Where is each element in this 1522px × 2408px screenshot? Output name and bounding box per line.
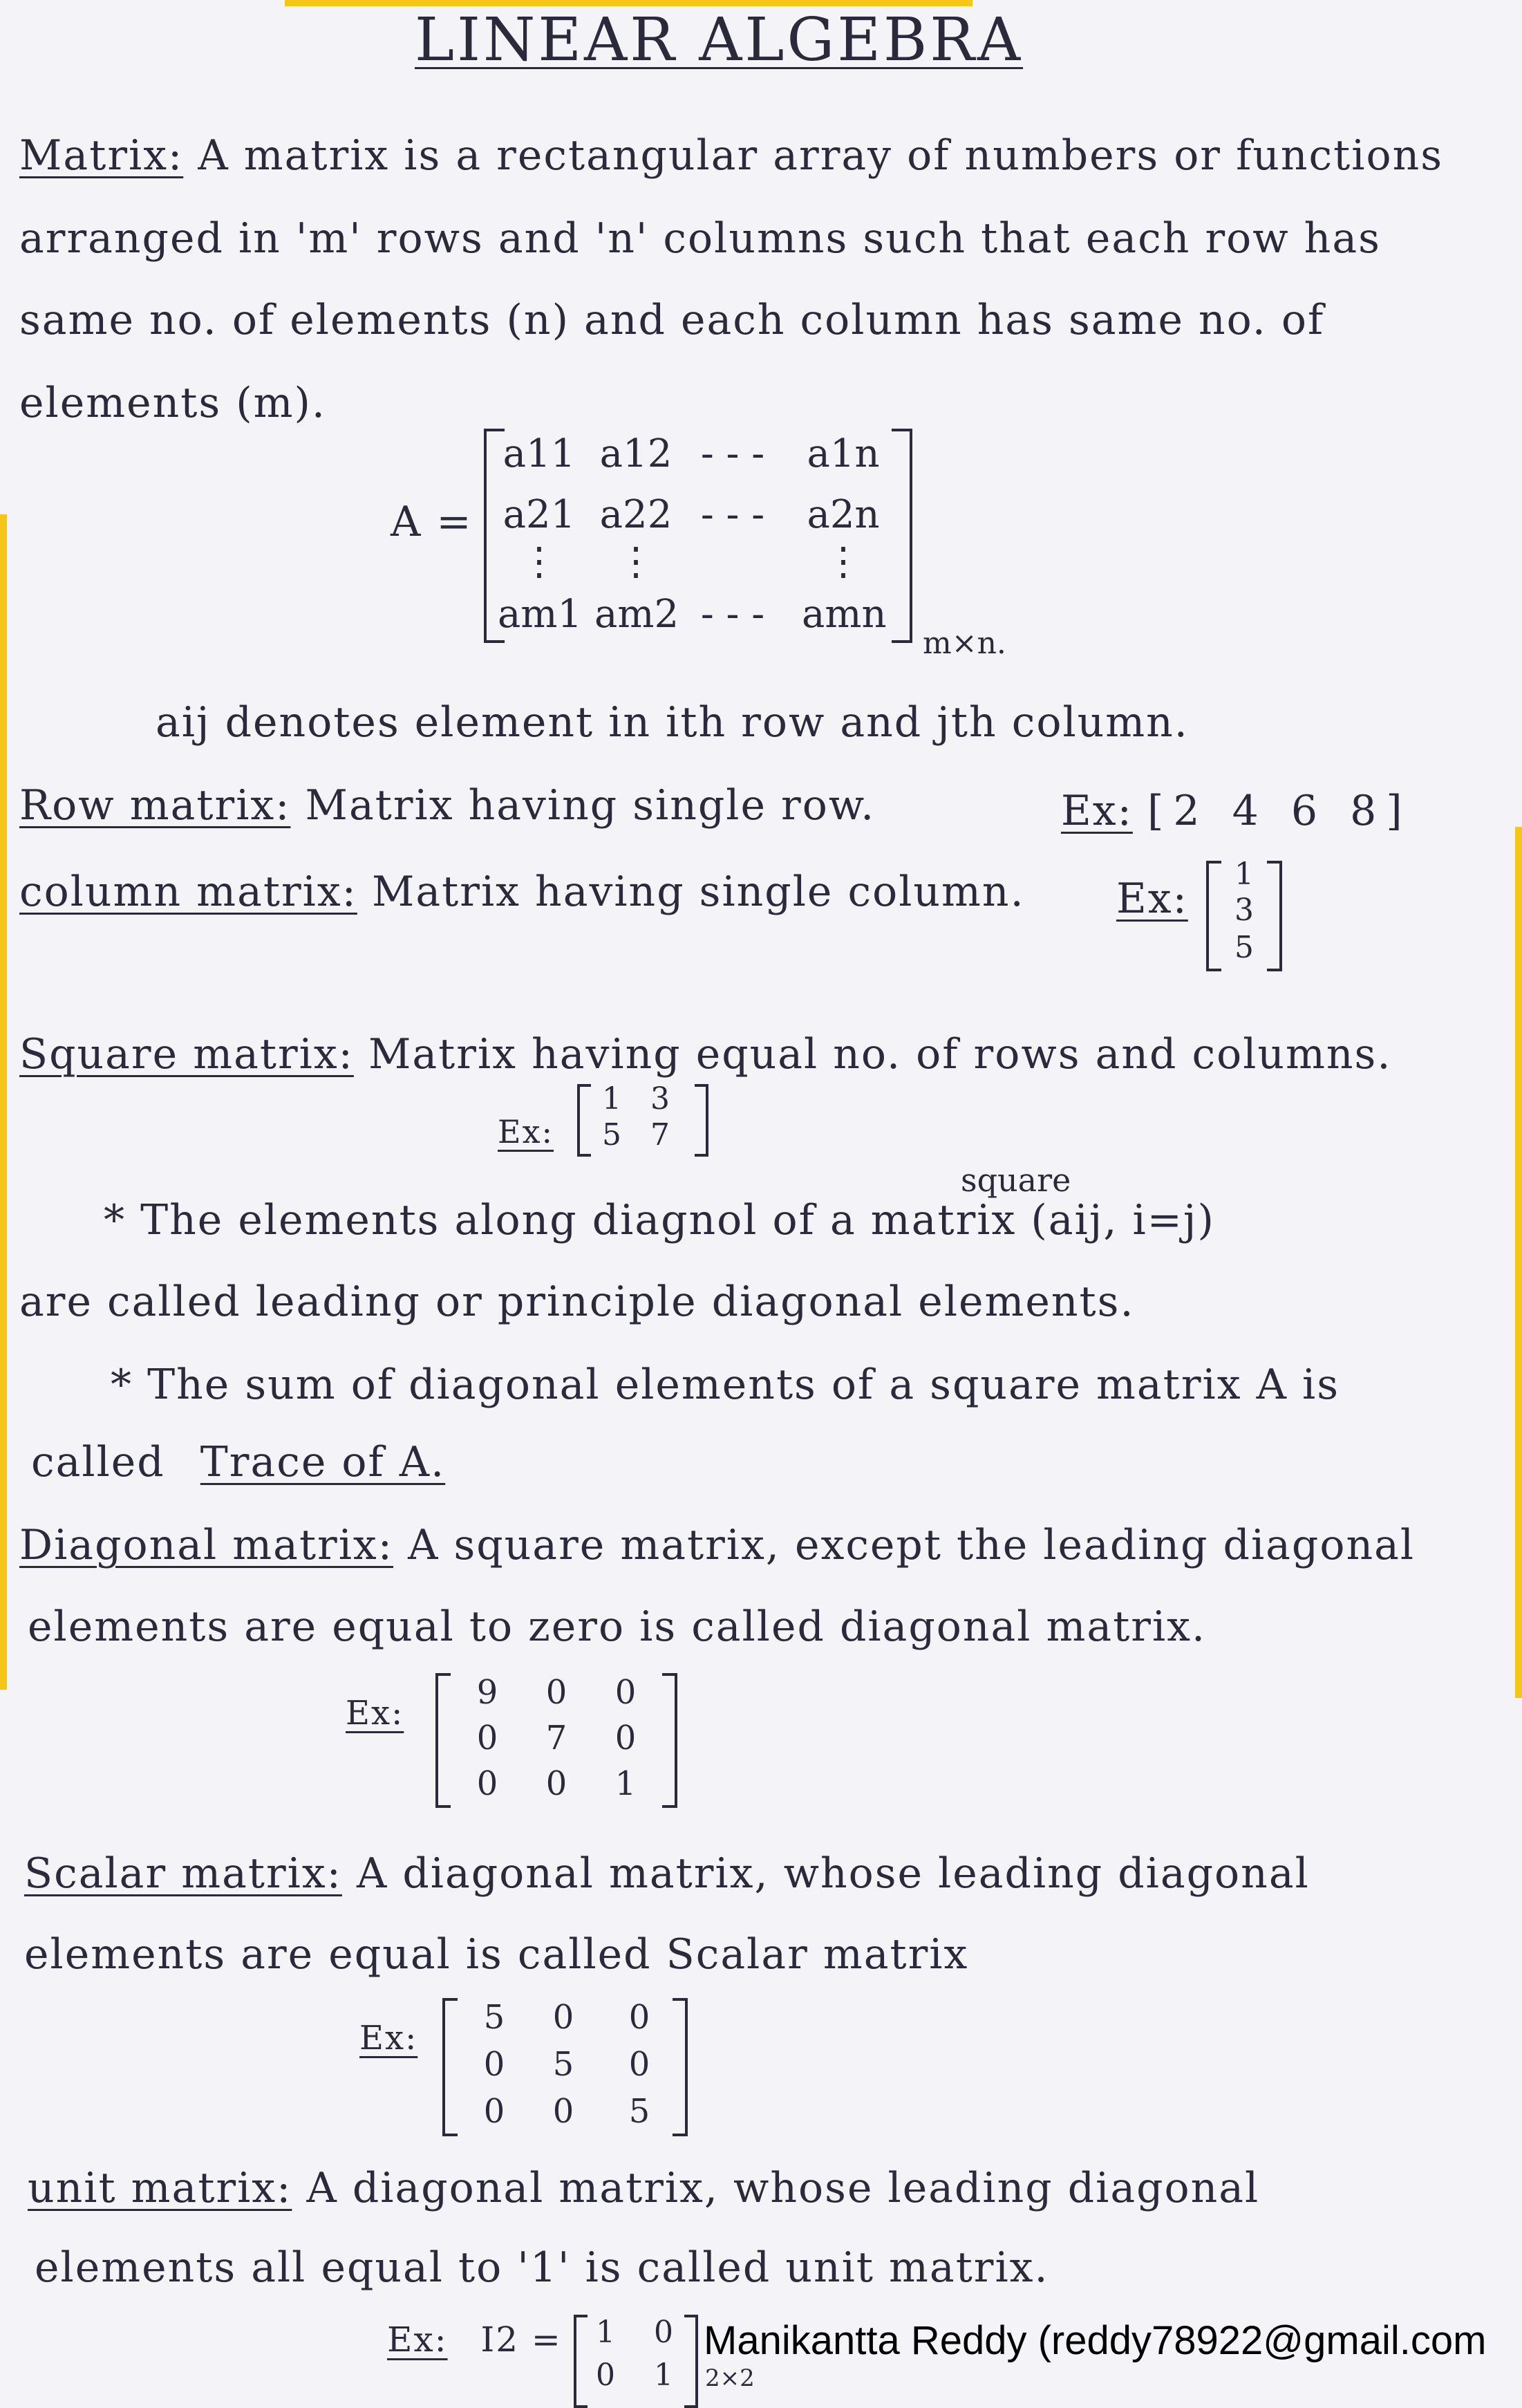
matrix-cell: - - - bbox=[700, 492, 765, 537]
matrix-cell: a21 bbox=[502, 492, 576, 537]
scalar-matrix-heading: Scalar matrix: bbox=[24, 1849, 342, 1898]
matrix-cell: 1 bbox=[654, 2358, 673, 2393]
matrix-cell: 5 bbox=[1234, 930, 1254, 965]
row-matrix-example: [2 4 6 8] bbox=[1147, 787, 1412, 835]
matrix-line-3: same no. of elements (n) and each column has same no. of bbox=[19, 296, 1325, 344]
matrix-cell: ⋮ bbox=[617, 539, 655, 584]
matrix-line-1: A matrix is a rectangular array of numbers or functions bbox=[198, 131, 1444, 180]
row-matrix-ex-label: Ex: bbox=[1061, 787, 1133, 835]
author-watermark: Manikantta Reddy (reddy78922@gmail.com bbox=[704, 2318, 1487, 2363]
unit-matrix-line-1: A diagonal matrix, whose leading diagonal bbox=[306, 2164, 1260, 2212]
matrix-cell: ⋮ bbox=[824, 539, 863, 584]
matrix-cell: a2n bbox=[807, 492, 880, 537]
matrix-cell: 0 bbox=[596, 2358, 615, 2393]
highlight-mark-right bbox=[1515, 827, 1522, 1698]
square-insert-word: square bbox=[961, 1161, 1071, 1199]
matrix-cell: 0 bbox=[483, 2045, 505, 2084]
general-matrix bbox=[484, 429, 912, 643]
square-matrix-text: Matrix having equal no. of rows and columns. bbox=[368, 1030, 1392, 1079]
matrix-cell: a12 bbox=[599, 431, 673, 476]
column-matrix-ex-label: Ex: bbox=[1116, 875, 1188, 923]
matrix-cell: 7 bbox=[545, 1719, 567, 1757]
diagonal-matrix-heading: Diagonal matrix: bbox=[19, 1521, 393, 1569]
matrix-cell: 0 bbox=[545, 1673, 567, 1712]
matrix-line-4: elements (m). bbox=[19, 379, 327, 427]
matrix-cell: 9 bbox=[476, 1673, 498, 1712]
matrix-cell: 3 bbox=[650, 1081, 670, 1117]
matrix-cell: 5 bbox=[602, 1117, 621, 1152]
unit-matrix-example bbox=[574, 2315, 698, 2394]
page-title: LINEAR ALGEBRA bbox=[415, 6, 1024, 75]
matrix-cell: - - - bbox=[700, 431, 765, 476]
column-matrix-example bbox=[1206, 857, 1282, 971]
square-note2-line-2: called bbox=[31, 1438, 165, 1486]
row-matrix-heading: Row matrix: bbox=[19, 781, 291, 830]
matrix-cell: a1n bbox=[807, 431, 880, 476]
trace-term: Trace of A. bbox=[200, 1438, 446, 1486]
matrix-cell: am2 bbox=[594, 592, 679, 637]
matrix-cell: 5 bbox=[628, 2092, 650, 2131]
matrix-label: A = bbox=[391, 498, 473, 546]
unit-matrix-ex-label: Ex: bbox=[387, 2320, 448, 2360]
diagonal-matrix-ex-label: Ex: bbox=[346, 1694, 404, 1733]
diagonal-matrix-line-1: A square matrix, except the leading diagonal bbox=[408, 1521, 1416, 1569]
diagonal-matrix-line-2: elements are equal to zero is called diagonal matrix. bbox=[28, 1603, 1207, 1651]
square-note2-line-1: * The sum of diagonal elements of a square matrix A is bbox=[111, 1361, 1340, 1409]
matrix-cell: 1 bbox=[614, 1764, 637, 1803]
matrix-note: aij denotes element in ith row and jth column. bbox=[156, 698, 1189, 747]
matrix-cell: 0 bbox=[476, 1719, 498, 1757]
diagonal-matrix-example bbox=[435, 1673, 677, 1808]
matrix-cell: a11 bbox=[502, 431, 576, 476]
unit-matrix-order: 2×2 bbox=[705, 2364, 755, 2392]
matrix-cell: am1 bbox=[498, 592, 583, 637]
highlight-mark-left bbox=[0, 514, 7, 1690]
square-matrix-ex-label: Ex: bbox=[498, 1113, 554, 1150]
matrix-cell: 5 bbox=[552, 2045, 574, 2084]
matrix-cell: 1 bbox=[596, 2315, 615, 2350]
matrix-cell: 1 bbox=[1234, 857, 1254, 892]
matrix-cell: - - - bbox=[700, 592, 765, 637]
matrix-cell: 0 bbox=[552, 2092, 574, 2131]
unit-matrix-heading: unit matrix: bbox=[28, 2164, 292, 2212]
row-matrix-text: Matrix having single row. bbox=[305, 781, 876, 830]
unit-matrix-line-2: elements all equal to '1' is called unit matrix. bbox=[35, 2243, 1049, 2292]
scalar-matrix-line-2: elements are equal is called Scalar matrix bbox=[24, 1930, 969, 1979]
scalar-matrix-example bbox=[442, 1998, 688, 2136]
unit-matrix-label: I2 = bbox=[480, 2320, 562, 2360]
square-matrix-heading: Square matrix: bbox=[19, 1030, 354, 1079]
matrix-cell: 0 bbox=[552, 1998, 574, 2037]
matrix-cell: 7 bbox=[650, 1117, 670, 1152]
scalar-matrix-ex-label: Ex: bbox=[359, 2019, 418, 2057]
matrix-line-2: arranged in 'm' rows and 'n' columns such that each row has bbox=[19, 214, 1381, 263]
matrix-cell: 0 bbox=[654, 2315, 673, 2350]
square-matrix-example bbox=[577, 1081, 708, 1157]
matrix-cell: 1 bbox=[602, 1081, 621, 1117]
matrix-cell: 5 bbox=[483, 1998, 505, 2037]
matrix-cell: 0 bbox=[476, 1764, 498, 1803]
matrix-heading: Matrix: bbox=[19, 131, 184, 180]
column-matrix-text: Matrix having single column. bbox=[371, 868, 1025, 916]
square-note1-line-2: are called leading or principle diagonal elements. bbox=[19, 1278, 1135, 1326]
matrix-cell: ⋮ bbox=[520, 539, 558, 584]
matrix-cell: 3 bbox=[1234, 893, 1254, 928]
matrix-cell: 0 bbox=[483, 2092, 505, 2131]
scalar-matrix-line-1: A diagonal matrix, whose leading diagonal bbox=[356, 1849, 1310, 1898]
matrix-cell: 0 bbox=[545, 1764, 567, 1803]
matrix-cell: 0 bbox=[628, 1998, 650, 2037]
column-matrix-heading: column matrix: bbox=[19, 868, 357, 916]
matrix-cell: 0 bbox=[614, 1673, 637, 1712]
matrix-order: m×n. bbox=[923, 626, 1006, 661]
matrix-cell: amn bbox=[802, 592, 887, 637]
matrix-cell: 0 bbox=[628, 2045, 650, 2084]
matrix-cell: 0 bbox=[614, 1719, 637, 1757]
matrix-cell: a22 bbox=[599, 492, 673, 537]
square-note1-line-1: * The elements along diagnol of a matrix (aij, i=j) bbox=[104, 1196, 1215, 1244]
